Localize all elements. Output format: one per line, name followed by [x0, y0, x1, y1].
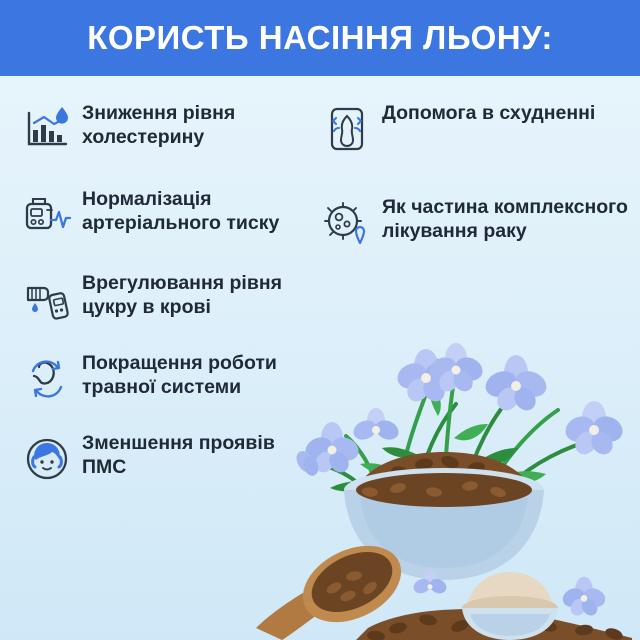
benefit-item-cancer-treatment	[318, 194, 628, 252]
benefit-label: Зниження рівня холестерину	[82, 102, 236, 148]
cancer-cell-ribbon-icon	[318, 194, 376, 252]
benefit-item-cholesterol	[18, 100, 308, 158]
benefit-label: Нормалізація артеріального тиску	[82, 188, 280, 234]
benefit-item-blood-pressure	[18, 186, 308, 244]
weight-loss-body-icon	[318, 100, 376, 158]
benefit-item-weight-loss	[318, 100, 628, 158]
flax-bowl-illustration	[248, 276, 640, 640]
cholesterol-chart-icon	[18, 100, 76, 158]
benefit-label: Врегулювання рівня цукру в крові	[82, 272, 282, 318]
header-bar	[0, 0, 640, 76]
stomach-digestion-icon	[18, 350, 76, 408]
benefit-label: Допомога в схудненні	[382, 102, 596, 124]
benefit-label: Покращення роботи травної системи	[82, 352, 277, 398]
blood-pressure-monitor-icon	[18, 186, 76, 244]
page-title: КОРИСТЬ НАСІННЯ ЛЬОНУ:	[87, 19, 553, 56]
benefit-label: Як частина комплексного лікування раку	[382, 196, 628, 242]
woman-face-icon	[18, 430, 76, 488]
benefit-label: Зменшення проявів ПМС	[82, 432, 275, 478]
blood-glucose-meter-icon	[18, 270, 76, 328]
bowl-of-flax-flour	[462, 572, 558, 640]
benefits-column-right	[318, 100, 628, 270]
